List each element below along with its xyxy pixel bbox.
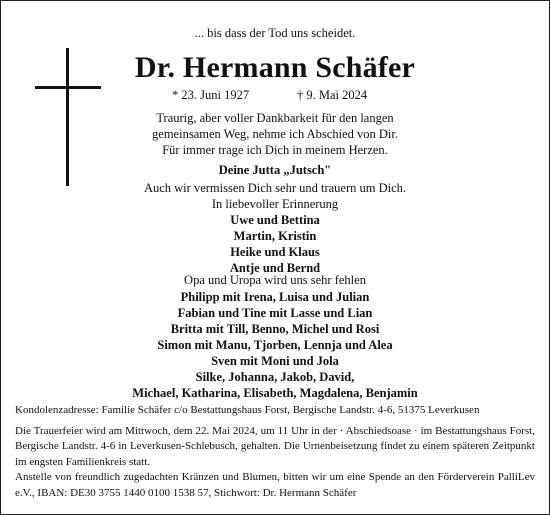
- children-item: Heike und Klaus: [230, 245, 320, 259]
- death-date: † 9. Mai 2024: [297, 88, 368, 102]
- grandchildren-item: Michael, Katharina, Elisabeth, Magdalena, Benjamin: [132, 386, 418, 400]
- grandchildren-item: Fabian und Tine mit Lasse und Lian: [177, 306, 373, 320]
- grandchildren-item: Silke, Johanna, Jakob, David,: [195, 370, 355, 384]
- farewell-line: Für immer trage ich Dich in meinem Herzen.: [162, 143, 388, 157]
- grandchildren-item: Philipp mit Irena, Luisa und Julian: [180, 290, 370, 304]
- grandchildren-list: [0, 289, 550, 401]
- donation-info: Anstelle von freundlich zugedachten Kränzen und Blumen, bitten wir um eine Spende an den Förderverein PalliLev e.V., IBAN: DE30 3755 1440 0100 1538 57, Stichwort: Dr. Hermann Schäfer: [15, 471, 535, 499]
- condolence-address: Kondolenzadresse: Familie Schäfer c/o Bestattungshaus Forst, Bergische Landstr. 4-6, 51375 Leverkusen: [15, 404, 480, 416]
- grandchildren-intro: [0, 272, 550, 288]
- deceased-name: Dr. Hermann Schäfer: [134, 51, 416, 84]
- farewell-text: [0, 110, 550, 158]
- grandchildren-item: Britta mit Till, Benno, Michel und Rosi: [170, 322, 380, 336]
- wife-signature: [0, 162, 550, 178]
- farewell-line: gemeinsamen Weg, nehme ich Abschied von Dir.: [152, 127, 398, 141]
- children-intro-line: In liebevoller Erinnerung: [211, 197, 339, 211]
- wife-name: Deine Jutta „Jutsch": [218, 163, 332, 177]
- info-section: [15, 403, 535, 501]
- children-list: [0, 212, 550, 276]
- funeral-info: Die Trauerfeier wird am Mittwoch, dem 22. Mai 2024, um 11 Uhr in der · Abschiedsoase · im Bestattungshaus Forst, Bergische Landstr. 4-6 in Leverkusen-Schlebusch, gehalten. Die Urnenbeisetzung findet zu einem späteren Zeitpunkt im engsten Familienkreis statt.: [15, 424, 535, 468]
- children-item: Uwe und Bettina: [230, 213, 320, 227]
- children-item: Antje und Bernd: [229, 261, 321, 275]
- children-intro: [0, 180, 550, 212]
- grandchildren-intro-line: Opa und Uropa wird uns sehr fehlen: [184, 273, 366, 287]
- motto: ... bis dass der Tod uns scheidet.: [194, 26, 356, 40]
- grandchildren-item: Sven mit Moni und Jola: [211, 354, 339, 368]
- grandchildren-item: Simon mit Manu, Tjorben, Lennja und Alea: [157, 338, 393, 352]
- children-item: Martin, Kristin: [233, 229, 317, 243]
- children-intro-line: Auch wir vermissen Dich sehr und trauern um Dich.: [143, 181, 407, 195]
- birth-date: * 23. Juni 1927: [172, 88, 250, 102]
- farewell-line: Traurig, aber voller Dankbarkeit für den langen: [156, 111, 394, 125]
